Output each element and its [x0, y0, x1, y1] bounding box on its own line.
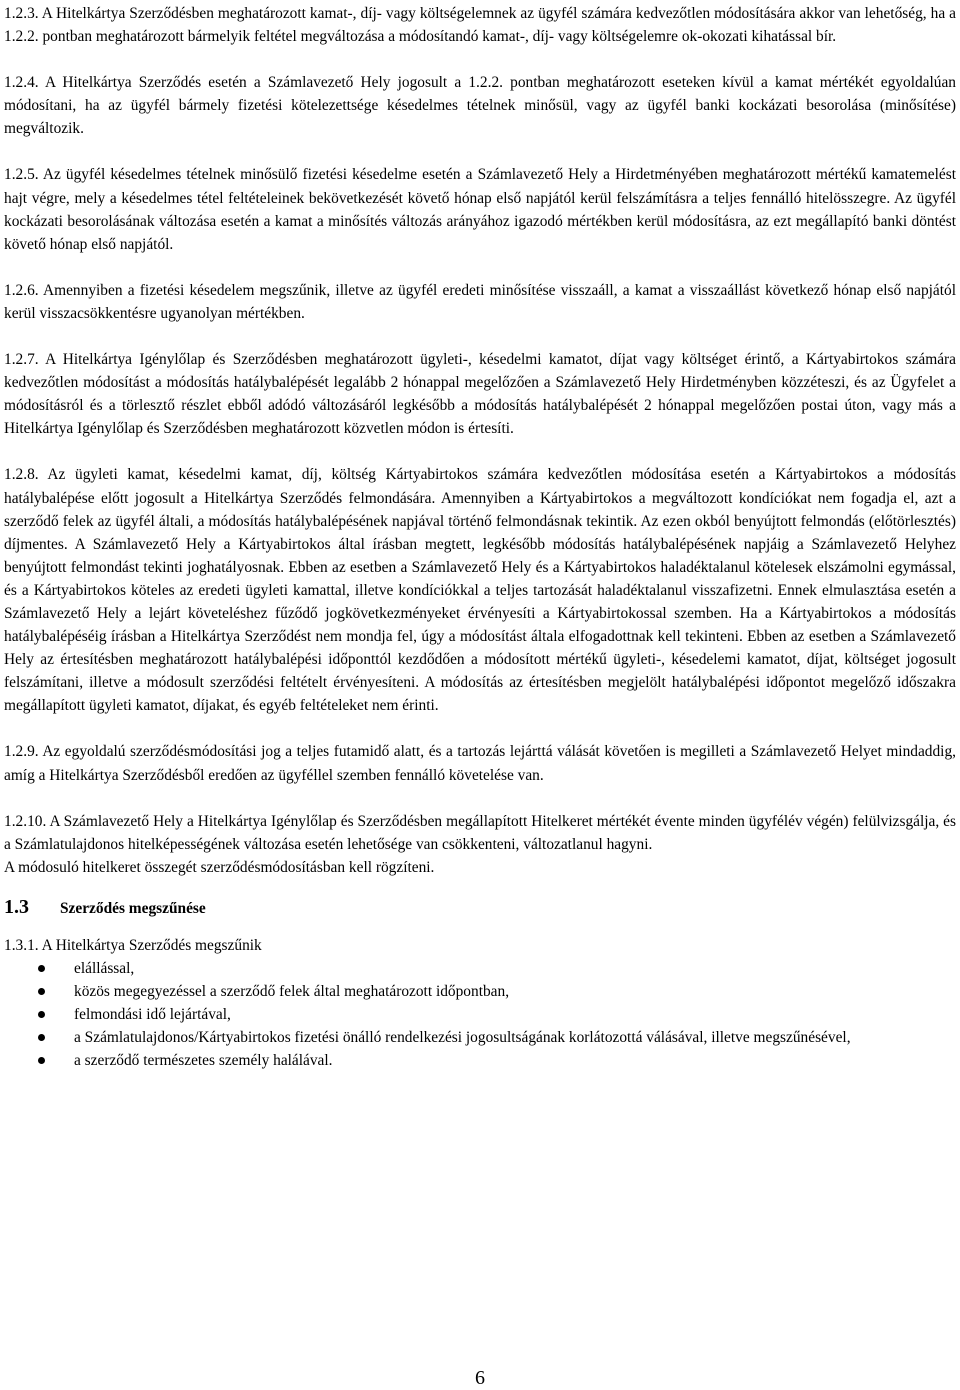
paragraph-1-2-4: 1.2.4. A Hitelkártya Szerződés esetén a Számlavezető Hely jogosult a 1.2.2. pontban meghatározott eseteken kívül a kamat mértékét egyoldalúan módosítani, ha az ügyfél bármely fizetési kötelezettsége késedelmes tételnek minősül, vagy az ügyfél banki kockázati besorolása (minősítése) megváltozik.: [4, 74, 956, 138]
paragraph-1-2-9: 1.2.9. Az egyoldalú szerződésmódosítási jog a teljes futamidő alatt, és a tartozás lejárttá válását követően is megilleti a Számlavezető Helyet mindaddig, amíg a Hitelkártya Szerződésből eredően az ügyféllel szemben fennálló követelése van.: [4, 743, 956, 784]
document-page: [4, 2, 956, 1073]
list-item: elállással,: [4, 957, 956, 980]
paragraph-1-2-3: 1.2.3. A Hitelkártya Szerződésben meghatározott kamat-, díj- vagy költségelemnek az ügyfél számára kedvezőtlen módosítására akkor van lehetőség, ha a 1.2.2. pontban meghatározott bármelyik feltétel megváltozása a módosítandó kamat-, díj- vagy költségelemre ok-okozati kihatással bír.: [4, 5, 956, 46]
paragraph-1-2-6: 1.2.6. Amennyiben a fizetési késedelem megszűnik, illetve az ügyfél eredeti minősítése visszaáll, a kamat a visszaállást következő hónap első napjától kerül visszacsökkentésre ugyanolyan mértékben.: [4, 281, 956, 322]
list-item: a Számlatulajdonos/Kártyabirtokos fizetési önálló rendelkezési jogosultságának korlátozottá válásával, illetve megszűnésével,: [4, 1026, 956, 1049]
termination-list: [4, 957, 956, 1072]
bullet-icon: [38, 1011, 45, 1018]
paragraph-1-2-10-note: A módosuló hitelkeret összegét szerződésmódosításban kell rögzíteni.: [4, 858, 435, 876]
bullet-icon: [38, 1057, 45, 1064]
section-number: 1.3: [4, 895, 29, 918]
paragraph-1-3-1: 1.3.1. A Hitelkártya Szerződés megszűnik: [4, 937, 262, 954]
bullet-icon: [38, 1034, 45, 1041]
list-item: a szerződő természetes személy halálával.: [4, 1049, 956, 1072]
bullet-icon: [38, 988, 45, 995]
paragraph-1-2-8: 1.2.8. Az ügyleti kamat, késedelmi kamat, díj, költség Kártyabirtokos számára kedvezőtlen módosítása esetén a Kártyabirtokos a módosítás hatálybalépése előtt jogosult a Hitelkártya Szerződés felmondására. Amennyiben a Kártyabirtokos a megváltozott kondíciókat nem fogadja el, azt a szerződő felek az ügyfél általi, a módosítás hatálybalépésének napjával történő felmondásnak tekintik. Az ezen okból benyújtott felmondás (előtörlesztés) díjmentes. A Számlavezető Hely a Kártyabirtokos által írásban megtett, legkésőbb módosítás hatálybalépésének napjáig a Számlavezető Helyhez benyújtott felmondást tekinti joghatályosnak. Ebben az esetben a Számlavezető Hely és a Kártyabirtokos haladéktalanul kötelesek elszámolni egymással, és a Kártyabirtokos köteles az eredeti ügyleti kamattal, illetve kondíciókkal a teljes tartozását haladéktalanul visszafizetni. Ennek elmulasztása esetén a Számlavezető Hely a lejárt követeléshez fűződő jogkövetkezményeket érvényesíti a Kártyabirtokossal szemben. Ha a Kártyabirtokos a módosítás hatálybalépéséig írásban a Hitelkártya Szerződést nem mondja fel, úgy a módosítást általa elfogadottnak kell tekinteni. Ebben az esetben a Számlavezető Hely az értesítésben meghatározott hatálybalépési időponttól kezdődően a módosított mértékű ügyleti-, késedelemi kamatot, díjat, költséget jogosult felszámítani, illetve a módosult szerződési feltételt érvényesíteni. A módosítás az értesítésben megjelölt hatálybalépési időpontot megelőző időszakra megállapított ügyleti kamatot, díjakat, és egyéb feltételeket nem érinti.: [4, 466, 956, 715]
paragraph-1-2-5: 1.2.5. Az ügyfél késedelmes tételnek minősülő fizetési késedelme esetén a Számlavezető Hely a Hirdetményében meghatározott mértékű kamatemelést hajt végre, mely a késedelmes tétel feltételeinek bekövetkezését követő hónap első napjától kerül felszámításra a teljes fennálló hitelösszegre. Az ügyfél kockázati besorolásának változása esetén a kamat a minősítés változás arányához igazodó mértékben kerül módosításra, az ezt megállapító banki döntést követő hónap első napjától.: [4, 166, 956, 253]
list-item: felmondási idő lejártával,: [4, 1003, 956, 1026]
page-number: 6: [475, 1367, 485, 1389]
paragraph-1-2-7: 1.2.7. A Hitelkártya Igénylőlap és Szerződésben meghatározott ügyleti-, késedelmi kamatot, díjat vagy költséget érintő, a Kártyabirtokos számára kedvezőtlen módosítást a módosítás hatálybalépését legalább 2 hónappal megelőzően a Számlavezető Hely Hirdetményben közzéteszi, és az Ügyfelet a módosításról és a törlesztő részlet ebből adódó változásáról legkésőbb a módosítás hatálybalépését 2 hónappal megelőzően postai úton, vagy más a Hitelkártya Igénylőlap és Szerződésben meghatározott közvetlen módon is értesíti.: [4, 351, 956, 438]
section-title: Szerződés megszűnése: [60, 899, 206, 917]
paragraph-1-2-10: 1.2.10. A Számlavezető Hely a Hitelkártya Igénylőlap és Szerződésben megállapított Hitelkeret mértékét évente minden ügyfélév végén) felülvizsgálja, és a Számlatulajdonos hitelképességének változása esetén lehetősége van csökkenteni, változatlanul hagyni.: [4, 812, 956, 853]
list-item: közös megegyezéssel a szerződő felek által meghatározott időpontban,: [4, 980, 956, 1003]
section-heading: [4, 896, 956, 920]
bullet-icon: [38, 965, 45, 972]
